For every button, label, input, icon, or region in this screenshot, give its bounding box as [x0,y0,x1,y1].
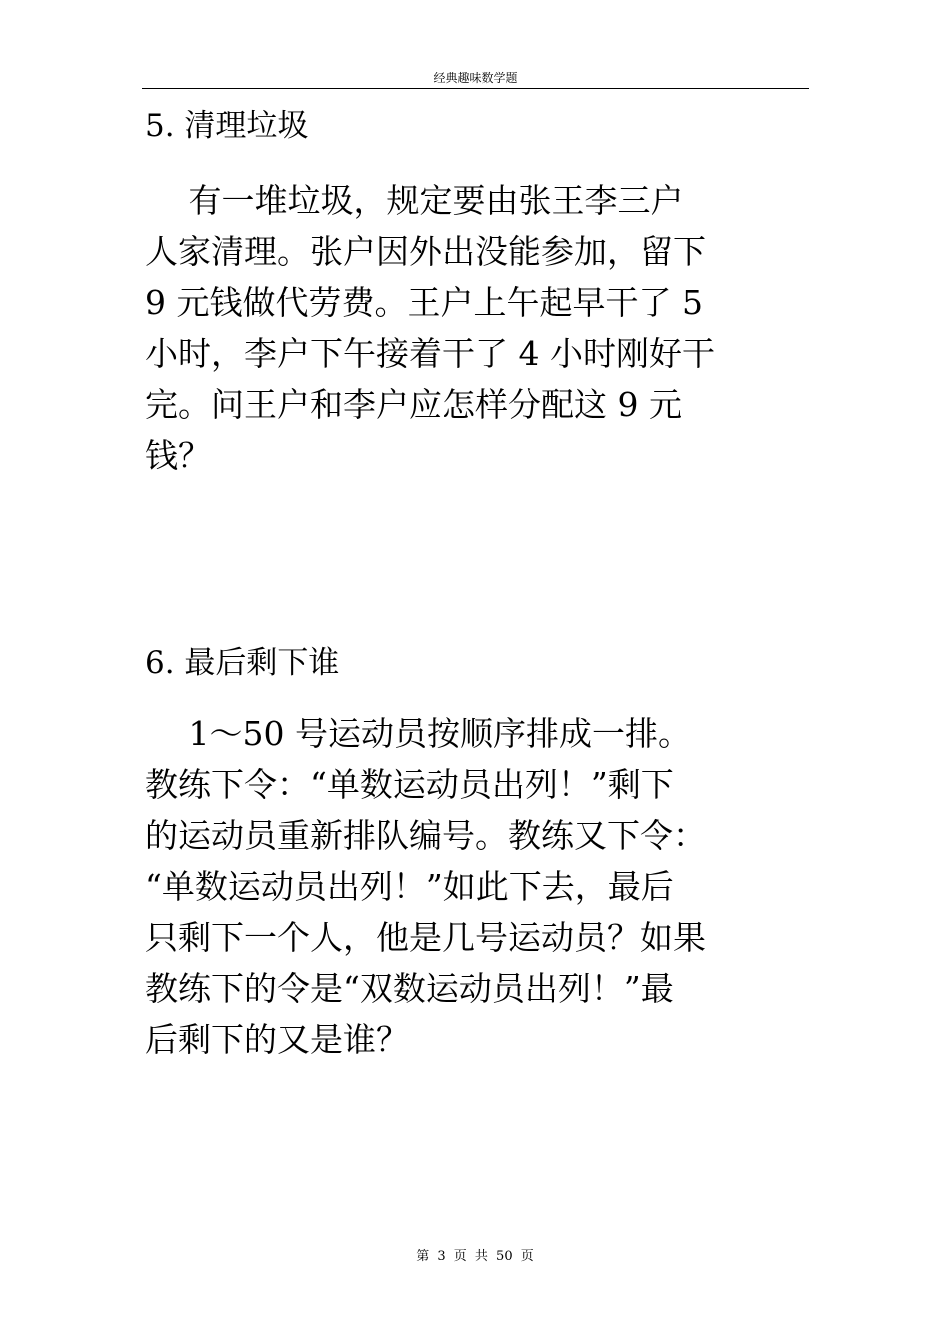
section-paragraph [145,175,810,481]
section-paragraph [145,708,810,1065]
section-6 [145,643,810,1065]
page-header [142,66,809,89]
paragraph-line: 后剩下的又是谁？ [145,1020,409,1059]
paragraph-line: “单数运动员出列！”如此下去，最后 [145,867,674,906]
paragraph-line: 钱？ [145,436,211,475]
paragraph-line: 教练下的令是“双数运动员出列！”最 [145,969,674,1008]
paragraph-line: 教练下令：“单数运动员出列！”剩下 [145,765,674,804]
header-title: 经典趣味数学题 [433,71,518,85]
page-footer: 第 3 页 共 50 页 [416,1249,534,1264]
paragraph-line: 9 元钱做代劳费。王户上午起早干了 5 [145,283,703,322]
section-title: 5. 清理垃圾 [145,108,309,144]
section-5 [145,106,810,481]
paragraph-line: 只剩下一个人，他是几号运动员？如果 [145,918,706,957]
paragraph-line: 的运动员重新排队编号。教练又下令： [145,816,706,855]
paragraph-line: 人家清理。张户因外出没能参加，留下 [145,232,706,271]
section-title: 6. 最后剩下谁 [145,645,340,681]
paragraph-line: 1～50 号运动员按顺序排成一排。 [145,714,691,753]
paragraph-line: 小时，李户下午接着干了 4 小时刚好干 [145,334,715,373]
paragraph-line: 有一堆垃圾，规定要由张王李三户 [145,181,684,220]
paragraph-line: 完。问王户和李户应怎样分配这 9 元 [145,385,682,424]
